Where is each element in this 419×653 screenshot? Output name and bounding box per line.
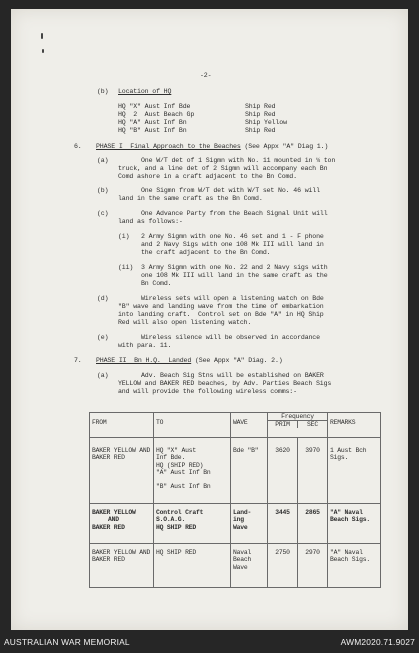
item-label: (d) — [97, 295, 109, 302]
header-sec: SEC — [307, 421, 318, 428]
item-label: (a) — [97, 157, 109, 164]
section-heading — [96, 357, 283, 364]
cell-from: BAKER YELLOW AND BAKER RED — [90, 504, 154, 544]
item-line: and 2 Navy Sigs with one 108 Mk III will land in — [141, 241, 324, 248]
item-line: and will provide the following wireless comms:- — [118, 388, 297, 395]
item-line: Wireless sets will open a listening watch on Bde — [141, 295, 324, 302]
cell-prim: 3445 — [268, 504, 298, 544]
item-label: (c) — [97, 210, 109, 217]
cell-to: Control Craft S.O.A.G. HQ SHIP RED — [154, 504, 231, 544]
cell-wave: Bde "B" — [231, 438, 268, 504]
item-label: (a) — [97, 372, 109, 379]
archive-footer — [0, 630, 419, 653]
cell-sec: 2865 — [298, 504, 328, 544]
cell-from: BAKER YELLOW AND BAKER RED — [90, 544, 154, 588]
phase-heading: PHASE II Bn H.Q. Landed — [96, 357, 192, 364]
header-wave: WAVE — [231, 413, 268, 438]
header-prim: PRIM — [268, 421, 298, 428]
item-line: the craft adjacent to the Bn Comd. — [141, 249, 271, 256]
item-line: Adv. Beach Sig Stns will be established on BAKER — [141, 372, 324, 379]
item-line: one 108 Mk III will land in the same craft as the — [141, 272, 328, 279]
heading-ref: (See Appx "A" Diag 1.) — [240, 143, 329, 150]
hq-unit: HQ 2 Aust Beach Gp — [118, 111, 195, 118]
item-line: Bn Comd. — [141, 280, 172, 287]
table-row — [90, 544, 381, 588]
table-header-row — [90, 413, 381, 438]
cell-remarks: 1 Aust Bch Sigs. — [328, 438, 381, 504]
header-frequency — [268, 413, 328, 438]
cell-wave: Naval Beach Wave — [231, 544, 268, 588]
hq-unit: HQ "X" Aust Inf Bde — [118, 103, 191, 110]
table-row — [90, 504, 381, 544]
hq-ship: Ship Red — [245, 127, 276, 134]
item-line: Wireless silence will be observed in accordance — [141, 334, 320, 341]
item-label: (b) — [97, 187, 109, 194]
footer-accession-number: AWM2020.71.9027 — [340, 637, 415, 647]
frequency-label: Frequency — [268, 413, 327, 421]
cell-sec: 3970 — [298, 438, 328, 504]
item-line: Red will also open listening watch. — [118, 319, 252, 326]
item-line: One Advance Party from the Beach Signal Unit will — [141, 210, 328, 217]
cell-remarks: "A" Naval Beach Sigs. — [328, 544, 381, 588]
cell-wave: Land- ing Wave — [231, 504, 268, 544]
item-label: (ii) — [118, 264, 134, 271]
section-number: 7. — [74, 357, 82, 364]
item-line: with para. 11. — [118, 342, 172, 349]
page-number: -2- — [200, 72, 212, 79]
item-line: 2 Army Sigmn with one No. 46 set and 1 - F phone — [141, 233, 324, 240]
hq-ship: Ship Yellow — [245, 119, 287, 126]
item-line: YELLOW and BAKER RED beaches, by Adv. Parties Beach Sigs — [118, 380, 332, 387]
section-heading — [96, 143, 328, 150]
cell-remarks: "A" Naval Beach Sigs. — [328, 504, 381, 544]
item-line: Comd ashore in a craft adjacent to the Bn Comd. — [118, 173, 297, 180]
cell-prim: 2750 — [268, 544, 298, 588]
cell-from: BAKER YELLOW AND BAKER RED — [90, 438, 154, 504]
header-remarks: REMARKS — [328, 413, 381, 438]
hq-unit: HQ "B" Aust Inf Bn — [118, 127, 187, 134]
hq-ship: Ship Red — [245, 103, 276, 110]
header-to: TO — [154, 413, 231, 438]
table-row — [90, 438, 381, 504]
item-line: land as follows:- — [118, 218, 183, 225]
item-label: (b) — [97, 88, 109, 95]
item-label: (i) — [118, 233, 130, 240]
item-line: "B" wave and landing wave from the time of embarkation — [118, 303, 324, 310]
cell-sec: 2970 — [298, 544, 328, 588]
punch-hole-mark — [42, 49, 44, 53]
heading-ref: (See Appx "A" Diag. 2.) — [191, 357, 283, 364]
hq-ship: Ship Red — [245, 111, 276, 118]
frequency-table — [89, 412, 381, 588]
item-line: One W/T det of 1 Sigmn with No. 11 mounted in ¼ ton — [141, 157, 336, 164]
footer-institution: AUSTRALIAN WAR MEMORIAL — [4, 637, 130, 647]
item-line: One Sigmn from W/T det with W/T set No. 46 will — [141, 187, 320, 194]
item-line: truck, and a line det of 2 Sigmn will accompany each Bn — [118, 165, 328, 172]
phase-heading: PHASE I Final Approach to the Beaches — [96, 143, 241, 150]
cell-prim: 3620 — [268, 438, 298, 504]
section-number: 6. — [74, 143, 82, 150]
hq-unit: HQ "A" Aust Inf Bn — [118, 119, 187, 126]
cell-to: HQ SHIP RED — [154, 544, 231, 588]
cell-to: HQ "X" Aust Inf Bde. HQ (SHIP RED) "A" Aust Inf Bn "B" Aust Inf Bn — [154, 438, 231, 504]
item-line: land in the same craft as the Bn Comd. — [118, 195, 263, 202]
item-line: 3 Army Sigmn with one No. 22 and 2 Navy sigs with — [141, 264, 328, 271]
location-heading: Location of HQ — [118, 88, 172, 95]
header-from: FROM — [90, 413, 154, 438]
item-line: into landing craft. Control set on Bde "A" in HQ Ship — [118, 311, 324, 318]
punch-hole-mark — [41, 33, 43, 39]
item-label: (e) — [97, 334, 109, 341]
